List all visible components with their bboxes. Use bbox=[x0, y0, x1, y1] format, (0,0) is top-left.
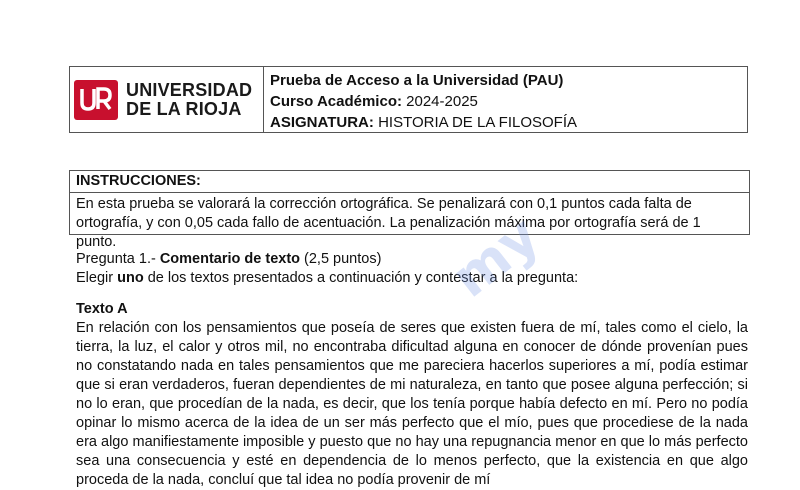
texto-a-body: En relación con los pensamientos que poseía de seres que existen fuera de mí, tales como el cielo, la tierra, la luz, el calor y otros mil, no encontraba dificultad alguna en conocer de dónde provenían pues no constatando nada en tales pensamientos que me pareciera hacerlos superiores a mí, podía estimar que si eran verdaderos, fueran dependientes de mi naturaleza, en tanto que posee alguna perfección; si no lo eran, que procedían de la nada, es decir, que los tenía porque había defecto en mí. Pero no podía opinar lo mismo acerca de la idea de un ser más perfecto que el mío, pues que procediese de la nada era algo manifiestamente imposible y puesto que no hay una repugnancia menor en que lo más perfecto sea una consecuencia y esté en dependencia de lo menos perfecto, que la existencia en que algo proceda de la nada, concluí que tal idea no podía provenir de mí bbox=[76, 320, 748, 488]
subject-label: ASIGNATURA: bbox=[270, 114, 374, 131]
instructions-box bbox=[69, 170, 750, 250]
question-1 bbox=[76, 250, 748, 288]
logo-line1: UNIVERSIDAD bbox=[126, 79, 253, 100]
university-emblem-icon bbox=[74, 80, 118, 120]
logo-line2: DE LA RIOJA bbox=[126, 98, 242, 119]
year-label: Curso Académico: bbox=[270, 93, 402, 110]
year-value: 2024-2025 bbox=[406, 93, 478, 110]
question-points: (2,5 puntos) bbox=[300, 251, 382, 267]
subject-value: HISTORIA DE LA FILOSOFÍA bbox=[378, 114, 578, 131]
instructions-text: En esta prueba se valorará la corrección ortográfica. Se penalizará con 0,1 puntos cada falta de ortografía, y con 0,05 cada fallo de acentuación. La penalización máxima por ortografía será de 1 punto. bbox=[76, 196, 701, 250]
texto-a-title: Texto A bbox=[76, 301, 128, 317]
question-instruction-b: de los textos presentados a continuación y contestar a la pregunta: bbox=[143, 270, 579, 286]
question-instruction-a: Elegir bbox=[76, 270, 118, 286]
exam-title: Prueba de Acceso a la Universidad (PAU) bbox=[270, 72, 564, 89]
question-prefix: Pregunta 1.- bbox=[76, 251, 160, 267]
texto-a bbox=[76, 300, 748, 490]
exam-header bbox=[69, 66, 748, 133]
university-logo bbox=[70, 67, 264, 132]
exam-info bbox=[264, 67, 577, 132]
question-instruction-bold: uno bbox=[117, 270, 144, 286]
question-title: Comentario de texto bbox=[159, 251, 301, 267]
instructions-heading: INSTRUCCIONES: bbox=[70, 171, 749, 193]
watermark: my bbox=[440, 203, 551, 310]
